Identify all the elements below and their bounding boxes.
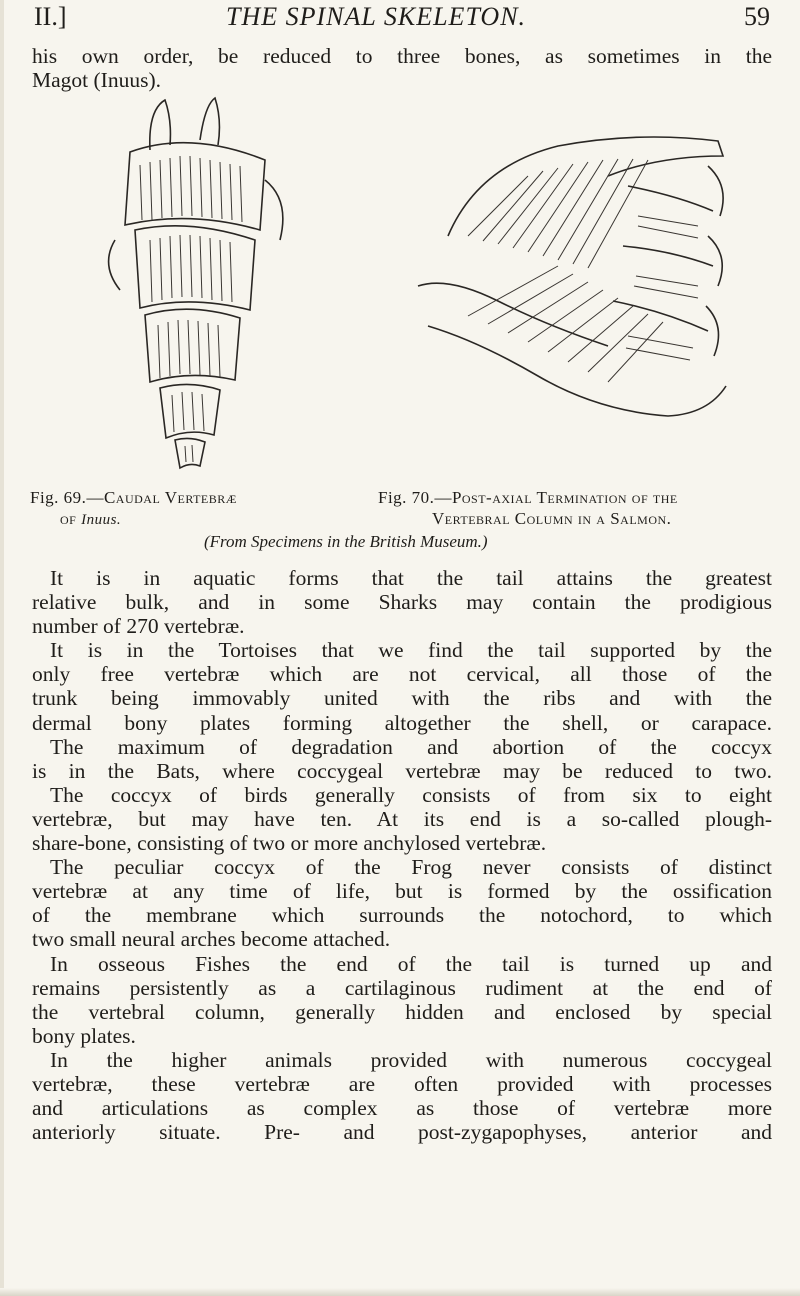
page-binding-shadow	[0, 0, 4, 1296]
page-number: 59	[744, 2, 770, 31]
figure-69-species: Inuus.	[81, 512, 122, 528]
text-line: Magot (Inuus).	[32, 68, 161, 93]
text-line: The coccyx of birds generally consists of from six to eight	[50, 782, 772, 807]
scan-bottom-edge	[0, 1288, 800, 1296]
text-line: vertebræ at any time of life, but is formed by the ossification	[32, 879, 772, 904]
figure-70-caption	[378, 488, 678, 530]
text-line: vertebræ, but may have ten. At its end is a so-called plough-	[32, 806, 772, 831]
text-line: In the higher animals provided with numerous coccygeal	[50, 1047, 772, 1072]
running-title: THE SPINAL SKELETON.	[226, 2, 527, 31]
text-line: and articulations as complex as those of vertebræ more	[32, 1096, 772, 1121]
chapter-marker: II.]	[34, 2, 67, 31]
figure-69-caption	[30, 488, 237, 530]
text-line: share-bone, consisting of two or more anchylosed vertebræ.	[32, 831, 547, 856]
figure-70-title-line2: Vertebral Column in a Salmon.	[432, 509, 672, 528]
running-header	[34, 2, 770, 36]
text-line: It is in aquatic forms that the tail attains the greatest	[50, 566, 772, 590]
text-line: of the membrane which surrounds the notochord, to which	[32, 903, 772, 928]
figure-70-title-line1: —Post-axial Termination of the	[434, 488, 678, 507]
text-line: number of 270 vertebræ.	[32, 614, 245, 639]
text-line: It is in the Tortoises that we find the tail supported by the	[50, 638, 772, 663]
main-text	[32, 566, 772, 1144]
figure-69-label: Fig. 69.	[30, 488, 87, 507]
text-line: relative bulk, and in some Sharks may contain the prodigious	[32, 590, 772, 615]
salmon-vertebral-column-engraving	[408, 126, 730, 426]
text-line: his own order, be reduced to three bones, as sometimes in the	[32, 44, 772, 68]
text-line: two small neural arches become attached.	[32, 927, 391, 952]
text-line: only free vertebræ which are not cervical, all those of the	[32, 662, 772, 687]
text-line: In osseous Fishes the end of the tail is turned up and	[50, 951, 772, 976]
figure-69-of: of	[60, 509, 82, 528]
text-line: anteriorly situate. Pre- and post-zygapophyses, anterior and	[32, 1120, 772, 1145]
figure-69-title: —Caudal Vertebræ	[86, 488, 237, 507]
caudal-vertebrae-engraving	[90, 90, 290, 470]
text-line: is in the Bats, where coccygeal vertebræ may be reduced to two.	[32, 758, 772, 783]
text-line: remains persistently as a cartilaginous rudiment at the end of	[32, 975, 772, 1000]
text-line: dermal bony plates forming altogether the shell, or carapace.	[32, 710, 772, 735]
figure-source-note: (From Specimens in the British Museum.)	[204, 532, 488, 551]
text-line: The peculiar coccyx of the Frog never consists of distinct	[50, 855, 772, 880]
figure-70-label: Fig. 70.	[378, 488, 435, 507]
intro-paragraph	[32, 44, 772, 92]
text-line: trunk being immovably united with the ribs and with the	[32, 686, 772, 711]
text-line: the vertebral column, generally hidden and enclosed by special	[32, 999, 772, 1024]
text-line: bony plates.	[32, 1023, 136, 1048]
text-line: The maximum of degradation and abortion of the coccyx	[50, 734, 772, 759]
text-line: vertebræ, these vertebræ are often provided with processes	[32, 1071, 772, 1096]
